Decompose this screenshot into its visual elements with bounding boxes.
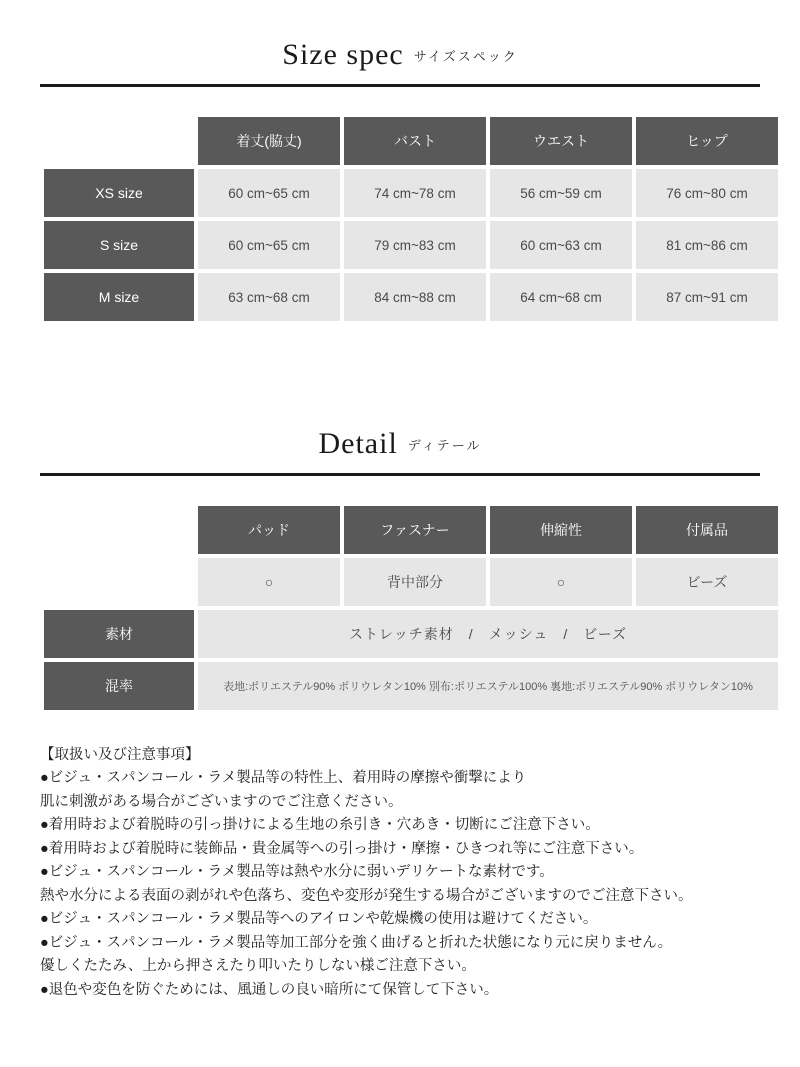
- row-header: M size: [44, 273, 194, 321]
- notes-line: ●退色や変色を防ぐためには、風通しの良い暗所にて保管して下さい。: [40, 981, 499, 998]
- table-row: [44, 221, 778, 269]
- detail-table: [40, 502, 782, 714]
- size-spec-title-ja: サイズスペック: [413, 48, 518, 64]
- detail-heading: [40, 389, 760, 461]
- row-header-material: 素材: [44, 610, 194, 658]
- column-header: 付属品: [636, 506, 778, 554]
- table-row: [44, 558, 778, 606]
- notes-line: ●ビジュ・スパンコール・ラメ製品等へのアイロンや乾燥機の使用は避けてください。: [40, 911, 598, 928]
- table-row: [44, 662, 778, 710]
- row-header-ratio: 混率: [44, 662, 194, 710]
- detail-title-ja: ディテール: [407, 437, 482, 453]
- table-row: [44, 610, 778, 658]
- corner-cell: [44, 506, 194, 554]
- table-cell: 背中部分: [344, 558, 486, 606]
- row-header: XS size: [44, 169, 194, 217]
- table-header-row: [44, 117, 778, 165]
- size-spec-heading: [40, 0, 760, 72]
- table-cell: ○: [198, 558, 340, 606]
- corner-cell: [44, 117, 194, 165]
- table-cell: 64 cm~68 cm: [490, 273, 632, 321]
- notes-line: ●ビジュ・スパンコール・ラメ製品等の特性上、着用時の摩擦や衝撃により: [40, 770, 527, 787]
- table-cell: ○: [490, 558, 632, 606]
- table-cell: 87 cm~91 cm: [636, 273, 778, 321]
- table-cell: 60 cm~63 cm: [490, 221, 632, 269]
- notes-line: 熱や水分による表面の剥がれや色落ち、変色や変形が発生する場合がございますのでご注意下さい。: [40, 887, 693, 904]
- row-header: S size: [44, 221, 194, 269]
- table-header-row: [44, 506, 778, 554]
- ratio-value: 表地:ポリエステル90% ポリウレタン10% 別布:ポリエステル100% 裏地:ポリエステル90% ポリウレタン10%: [198, 662, 778, 710]
- column-header: ヒップ: [636, 117, 778, 165]
- notes-line: ●ビジュ・スパンコール・ラメ製品等は熱や水分に弱いデリケートな素材です。: [40, 864, 554, 881]
- table-cell: 56 cm~59 cm: [490, 169, 632, 217]
- column-header: ウエスト: [490, 117, 632, 165]
- table-cell: 60 cm~65 cm: [198, 221, 340, 269]
- empty-cell: [44, 558, 194, 606]
- table-cell: 63 cm~68 cm: [198, 273, 340, 321]
- table-cell: 74 cm~78 cm: [344, 169, 486, 217]
- table-row: [44, 169, 778, 217]
- detail-title-en: Detail: [318, 427, 398, 460]
- table-cell: 60 cm~65 cm: [198, 169, 340, 217]
- detail-divider: [40, 473, 760, 476]
- column-header: ファスナー: [344, 506, 486, 554]
- size-spec-title-en: Size spec: [282, 38, 404, 71]
- table-cell: 81 cm~86 cm: [636, 221, 778, 269]
- notes-line: ●ビジュ・スパンコール・ラメ製品等加工部分を強く曲げると折れた状態になり元に戻りません。: [40, 934, 673, 951]
- column-header: バスト: [344, 117, 486, 165]
- size-spec-table: [40, 113, 782, 325]
- table-cell: 84 cm~88 cm: [344, 273, 486, 321]
- notes-line: ●着用時および着脱時の引っ掛けによる生地の糸引き・穴あき・切断にご注意下さい。: [40, 817, 600, 834]
- table-row: [44, 273, 778, 321]
- notes-line: ●着用時および着脱時に装飾品・貴金属等への引っ掛け・摩擦・ひきつれ等にご注意下さい。: [40, 840, 644, 857]
- notes-line: 優しくたたみ、上から押さえたり叩いたりしない様ご注意下さい。: [40, 958, 476, 975]
- column-header: 伸縮性: [490, 506, 632, 554]
- care-notes: [40, 744, 766, 1002]
- table-cell: 79 cm~83 cm: [344, 221, 486, 269]
- material-value: ストレッチ素材 / メッシュ / ビーズ: [198, 610, 778, 658]
- notes-line: 肌に刺激がある場合がございますのでご注意ください。: [40, 793, 403, 810]
- table-cell: ビーズ: [636, 558, 778, 606]
- column-header: パッド: [198, 506, 340, 554]
- notes-heading: 【取扱い及び注意事項】: [40, 747, 200, 763]
- table-cell: 76 cm~80 cm: [636, 169, 778, 217]
- section-spacer: [40, 325, 760, 389]
- column-header: 着丈(脇丈): [198, 117, 340, 165]
- size-spec-divider: [40, 84, 760, 87]
